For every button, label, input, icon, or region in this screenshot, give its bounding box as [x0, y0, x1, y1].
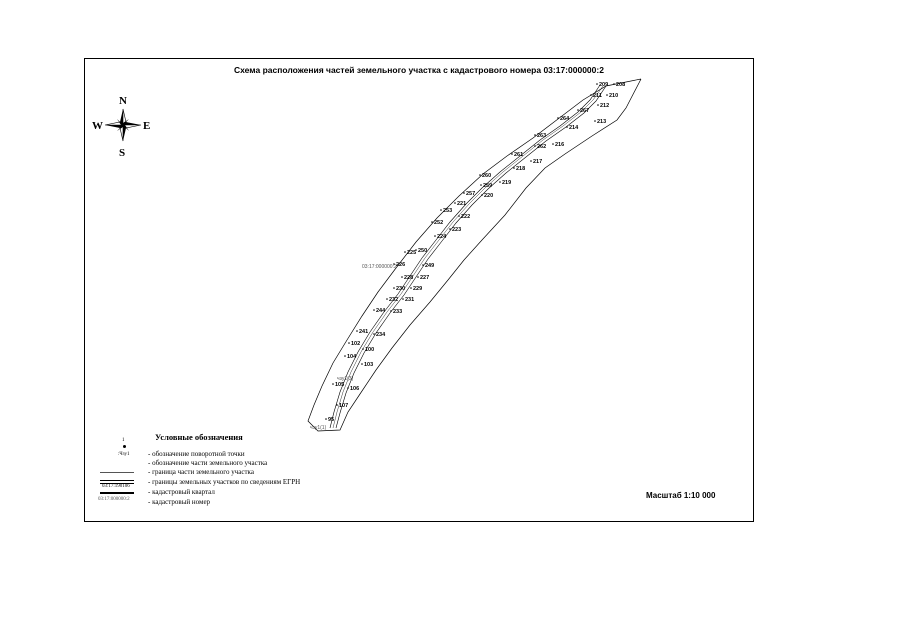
turning-point-marker: [511, 153, 513, 155]
turning-point-marker: [613, 83, 615, 85]
turning-point-label: 234: [376, 332, 386, 338]
legend-thin-line-icon: [90, 467, 134, 477]
turning-point-label: 212: [600, 103, 610, 109]
turning-point-marker: [356, 330, 358, 332]
turning-point-marker: [606, 94, 608, 96]
point-label-group: [325, 82, 625, 423]
legend-item-part-label: :Чзу1 - обозначение части земельного участка: [90, 458, 390, 468]
legend-title: Условные обозначения: [155, 432, 243, 442]
turning-point-label: 220: [484, 193, 494, 199]
compass-rose-icon: [105, 109, 141, 141]
turning-point-label: 103: [364, 362, 374, 368]
compass-north: N: [119, 95, 127, 107]
turning-point-label: 241: [359, 329, 369, 335]
part-label: чзу1(1): [310, 425, 327, 431]
turning-point-marker: [434, 235, 436, 237]
compass-east: E: [143, 120, 151, 132]
compass-west: W: [92, 120, 103, 132]
turning-point-marker: [431, 221, 433, 223]
turning-point-label: 244: [376, 308, 386, 314]
turning-point-label: 261: [514, 152, 524, 158]
turning-point-label: 230: [396, 286, 406, 292]
legend-item-thin-line: - граница части земельного участка: [90, 467, 390, 477]
turning-point-label: 257: [466, 191, 476, 197]
turning-point-label: 250: [418, 248, 428, 254]
turning-point-marker: [566, 126, 568, 128]
turning-point-label: 260: [482, 173, 492, 179]
turning-point-label: 229: [413, 286, 423, 292]
turning-point-marker: [362, 348, 364, 350]
turning-point-label: 218: [516, 166, 526, 172]
turning-point-label: 262: [537, 144, 547, 150]
turning-point-label: 209: [599, 82, 609, 88]
legend-item-point-text: - обозначение поворотной точки: [148, 450, 245, 458]
turning-point-label: 249: [425, 263, 435, 269]
turning-point-label: 264: [560, 116, 570, 122]
turning-point-label: 223: [452, 227, 462, 233]
turning-point-label: 232: [389, 297, 399, 303]
turning-point-marker: [373, 309, 375, 311]
turning-point-label: 219: [502, 180, 512, 186]
turning-point-label: 267: [580, 108, 590, 114]
part-boundary-inner: [336, 86, 606, 428]
turning-point-label: 226: [396, 262, 406, 268]
turning-point-label: 105: [335, 382, 345, 388]
turning-point-label: 104: [347, 354, 357, 360]
turning-point-marker: [440, 209, 442, 211]
turning-point-marker: [458, 215, 460, 217]
turning-point-label: 214: [569, 125, 579, 131]
turning-point-marker: [463, 192, 465, 194]
turning-point-marker: [386, 298, 388, 300]
turning-point-label: 231: [405, 297, 415, 303]
turning-point-label: 253: [443, 208, 453, 214]
map-scale: Масштаб 1:10 000: [646, 491, 716, 500]
turning-point-label: 208: [616, 82, 626, 88]
legend-item-cad-number: 03:17:000000:2 - кадастровый номер: [90, 497, 390, 507]
turning-point-marker: [530, 160, 532, 162]
turning-point-marker: [332, 383, 334, 385]
parcel-boundary: [308, 79, 641, 431]
turning-point-marker: [481, 194, 483, 196]
turning-point-label: 106: [350, 386, 360, 392]
turning-point-label: 228: [404, 275, 414, 281]
turning-point-marker: [401, 276, 403, 278]
turning-point-label: 259: [483, 183, 493, 189]
compass-south: S: [119, 147, 126, 159]
turning-point-marker: [373, 333, 375, 335]
turning-point-marker: [402, 298, 404, 300]
turning-point-label: 107: [339, 403, 349, 409]
turning-point-label: 227: [420, 275, 430, 281]
turning-point-marker: [454, 202, 456, 204]
part-boundary-mid: [333, 86, 603, 428]
part-label: чзу1(3): [337, 376, 354, 382]
legend-item-quarter: 03:17:190106 - кадастровый квартал: [90, 487, 390, 497]
turning-point-label: 100: [365, 347, 375, 353]
turning-point-label: 102: [351, 341, 361, 347]
turning-point-marker: [404, 251, 406, 253]
turning-point-marker: [325, 418, 327, 420]
turning-point-marker: [393, 287, 395, 289]
turning-point-label: 210: [609, 93, 619, 99]
turning-point-marker: [336, 404, 338, 406]
turning-point-label: 221: [457, 201, 467, 207]
turning-point-label: 224: [437, 234, 447, 240]
turning-point-label: 263: [537, 133, 547, 139]
turning-point-marker: [596, 83, 598, 85]
turning-point-marker: [422, 264, 424, 266]
part-boundary-outer: [330, 85, 600, 428]
legend-point-icon: 1: [90, 440, 134, 450]
turning-point-marker: [410, 287, 412, 289]
turning-point-marker: [552, 143, 554, 145]
turning-point-marker: [590, 94, 592, 96]
turning-point-marker: [513, 167, 515, 169]
legend-item-double-line: - границы земельных участков по сведениям ЕГРН: [90, 477, 390, 487]
turning-point-marker: [348, 342, 350, 344]
turning-point-marker: [347, 387, 349, 389]
legend-part-icon: :Чзу1: [118, 452, 130, 457]
turning-point-label: 211: [593, 93, 602, 99]
turning-point-label: 252: [434, 220, 444, 226]
turning-point-label: 217: [533, 159, 543, 165]
turning-point-marker: [344, 355, 346, 357]
turning-point-marker: [417, 276, 419, 278]
turning-point-marker: [594, 120, 596, 122]
legend-quarter-icon: 03:17:190106: [90, 487, 134, 497]
part-label: 03:17:000000:2: [362, 264, 397, 270]
turning-point-marker: [390, 310, 392, 312]
turning-point-label: 213: [597, 119, 607, 125]
turning-point-label: 225: [407, 250, 417, 256]
turning-point-label: 233: [393, 309, 403, 315]
turning-point-marker: [534, 145, 536, 147]
turning-point-marker: [479, 174, 481, 176]
turning-point-marker: [577, 109, 579, 111]
turning-point-marker: [499, 181, 501, 183]
turning-point-marker: [361, 363, 363, 365]
page-title: Схема расположения частей земельного участка с кадастрового номера 03:17:000000:2: [234, 65, 604, 75]
turning-point-marker: [449, 228, 451, 230]
turning-point-marker: [597, 104, 599, 106]
turning-point-marker: [557, 117, 559, 119]
turning-point-marker: [480, 184, 482, 186]
turning-point-label: 222: [461, 214, 471, 220]
turning-point-label: 216: [555, 142, 565, 148]
turning-point-marker: [534, 134, 536, 136]
legend-cad-number-icon: 03:17:000000:2: [98, 497, 130, 502]
part-label-group: [310, 264, 397, 431]
turning-point-label: 95: [328, 417, 335, 423]
